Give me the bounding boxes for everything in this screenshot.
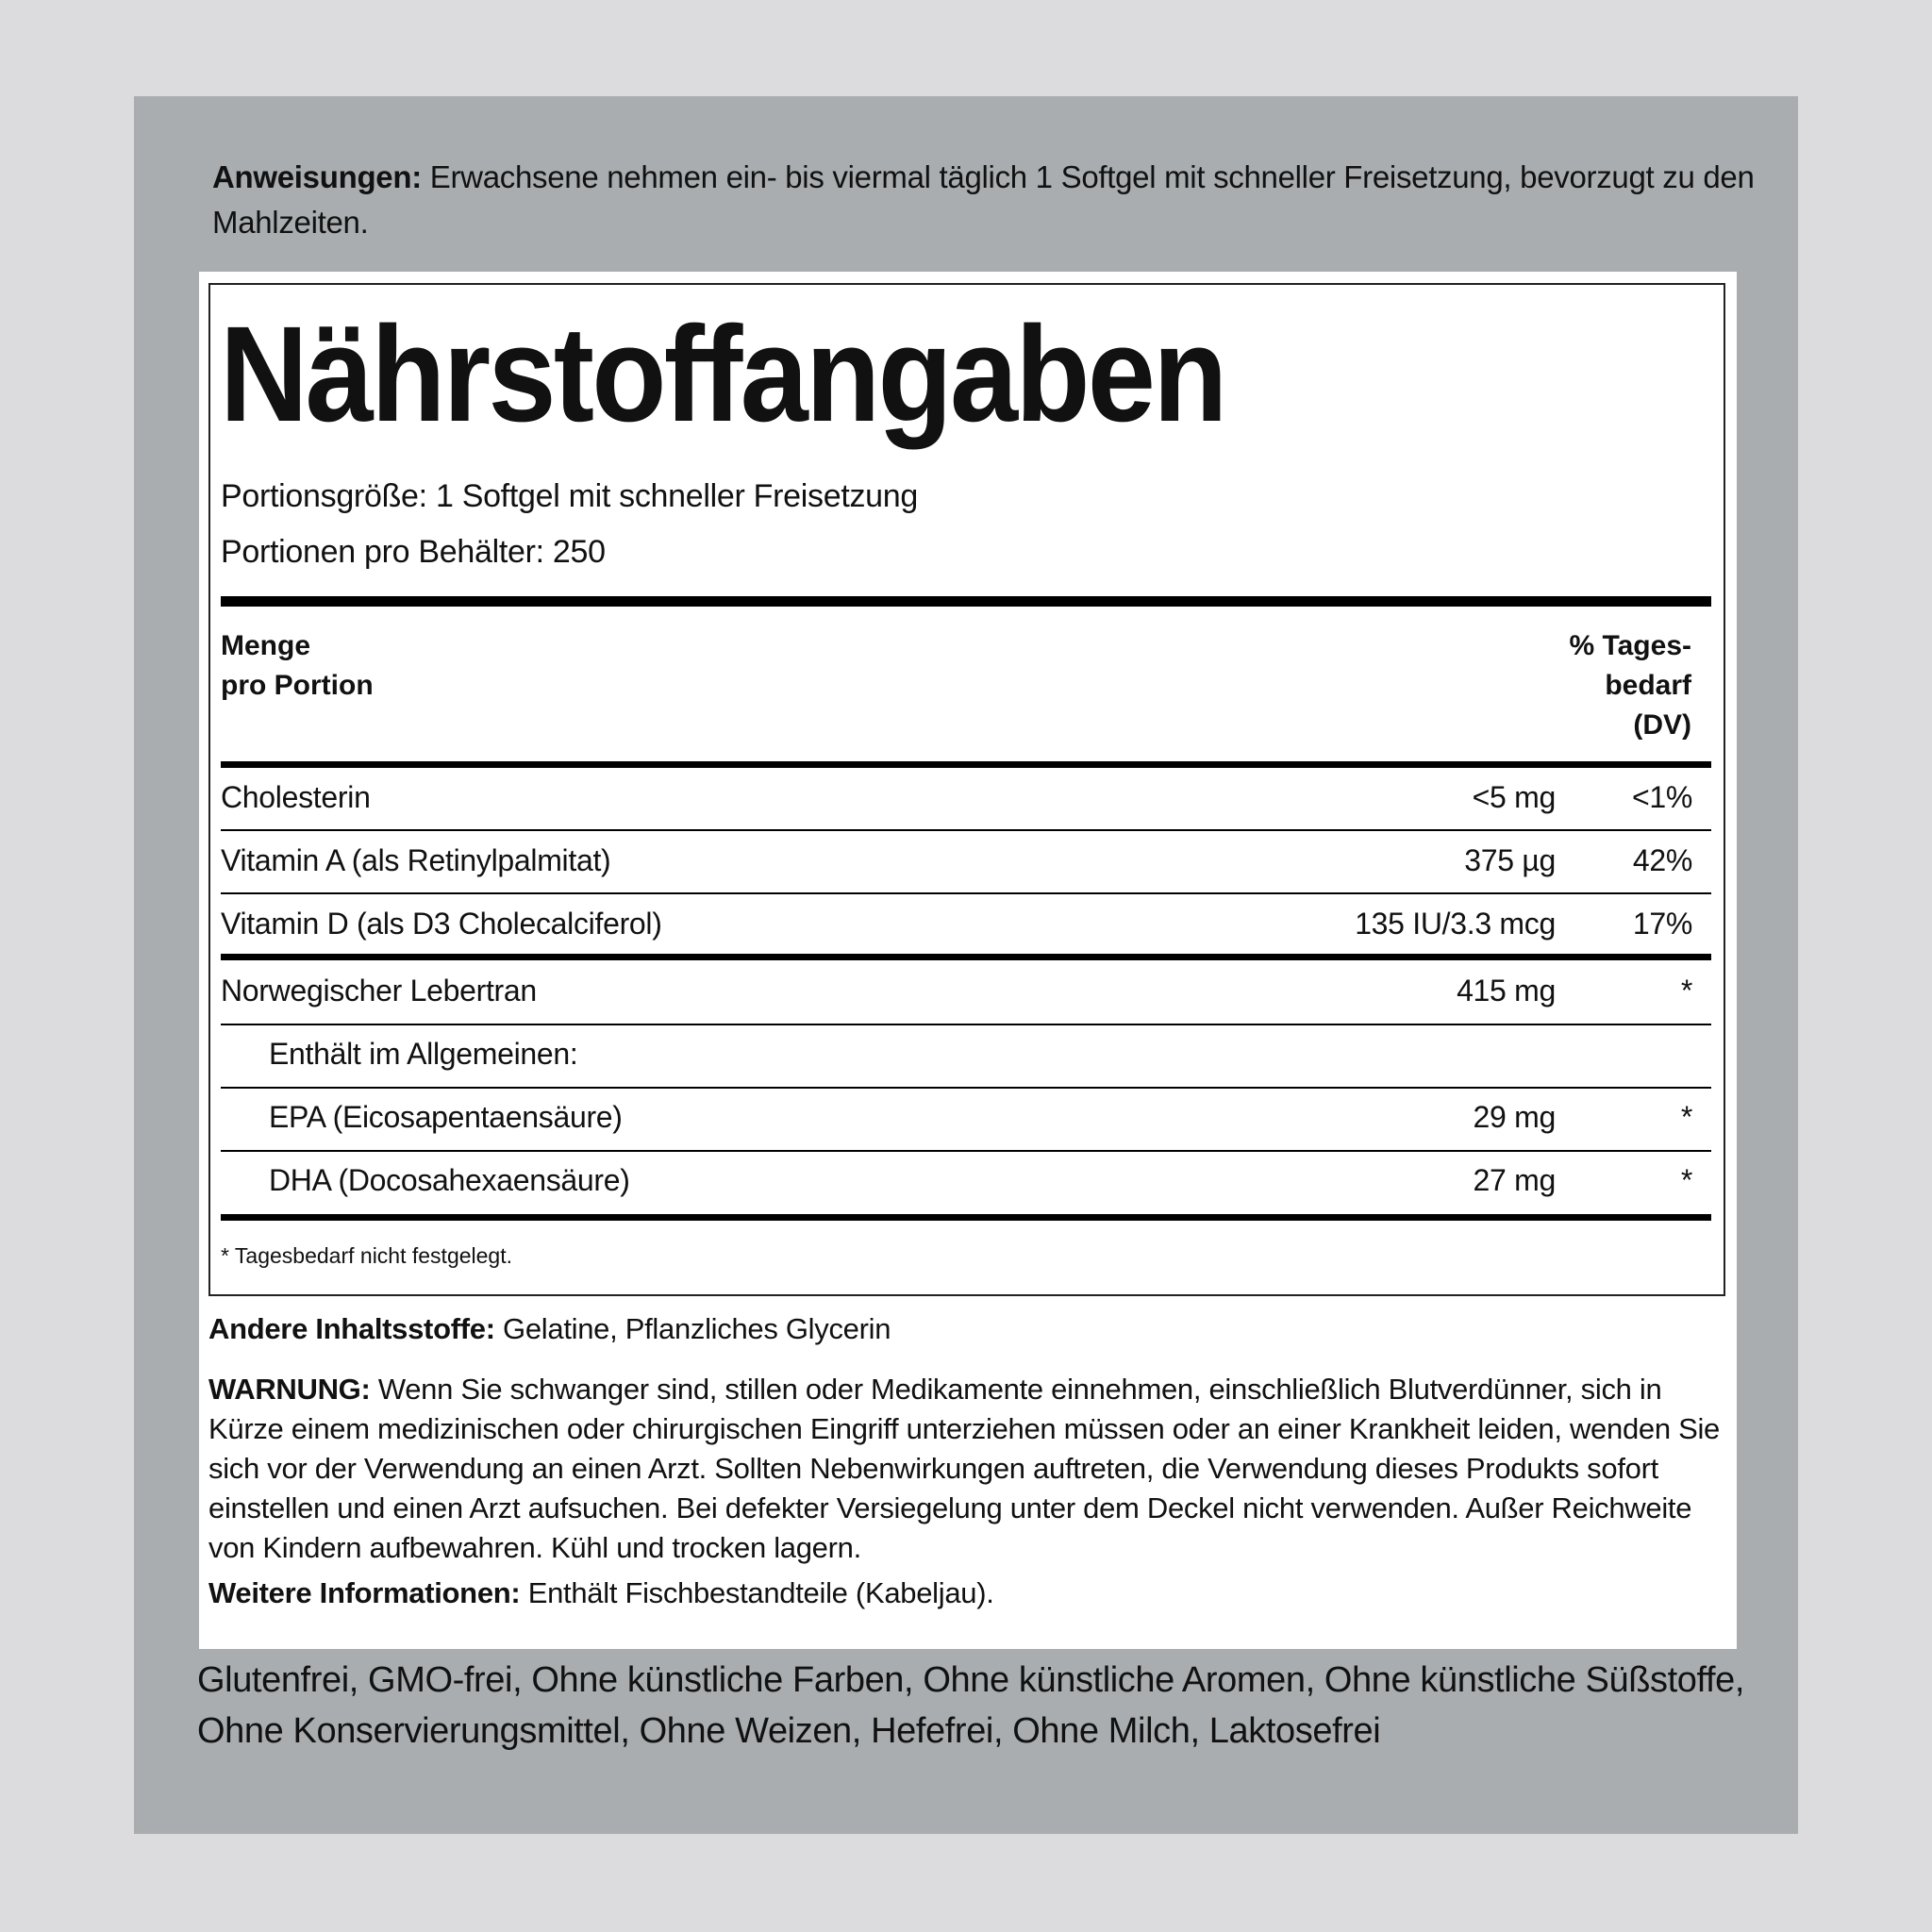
table-row <box>221 774 1711 821</box>
header-amount <box>221 626 504 706</box>
nutrient-amount: <5 mg <box>1472 780 1556 814</box>
divider-medium <box>221 954 1711 960</box>
divider-thin <box>221 1150 1711 1152</box>
nutrition-facts-box <box>208 283 1725 1296</box>
table-row <box>221 900 1711 947</box>
nutrient-dv: * <box>1680 1100 1692 1134</box>
free-from-claims: Glutenfrei, GMO-frei, Ohne künstliche Farben, Ohne künstliche Aromen, Ohne künstliche Süßstoffe, Ohne Konservierungsmittel, Ohne Weizen, Hefefrei, Ohne Milch, Laktosefrei <box>197 1660 1745 1751</box>
warning <box>208 1370 1727 1568</box>
nutrient-dv: * <box>1680 974 1692 1008</box>
nutrient-amount: 135 IU/3.3 mcg <box>1355 907 1556 941</box>
directions-text: Erwachsene nehmen ein- bis viermal täglich 1 Softgel mit schneller Freisetzung, bevorzugt zu den Mahlzeiten. <box>212 159 1755 240</box>
more-info <box>208 1574 1727 1613</box>
other-ingredients <box>208 1309 1727 1349</box>
nutrient-name: Cholesterin <box>221 780 371 814</box>
serving-size: Portionsgröße: 1 Softgel mit schneller Freisetzung <box>221 478 919 514</box>
header-amount-line2: pro Portion <box>221 670 374 701</box>
more-info-text: Enthält Fischbestandteile (Kabeljau). <box>520 1576 994 1609</box>
divider-thin <box>221 1024 1711 1025</box>
header-dv-line2: bedarf <box>1605 670 1691 701</box>
warning-label: WARNUNG: <box>208 1373 371 1406</box>
nutrient-amount: 27 mg <box>1473 1163 1556 1197</box>
nutrient-dv: * <box>1680 1163 1692 1197</box>
directions-label: Anweisungen: <box>212 159 422 194</box>
header-dv-line1: % Tages- <box>1569 630 1691 661</box>
warning-text: Wenn Sie schwanger sind, stillen oder Medikamente einnehmen, einschließlich Blutverdünner, sich in Kürze einem medizinischen oder chirurgischen Eingriff unterziehen müssen oder an einer Krankheit leiden, wenden Sie sich vor der Verwendung an einen Arzt. Sollten Nebenwirkungen auftreten, die Verwendung dieses Produkts sofort einstellen und einen Arzt aufsuchen. Bei defekter Versiegelung unter dem Deckel nicht verwenden. Außer Reichweite von Kindern aufbewahren. Kühl und trocken lagern. <box>208 1373 1720 1564</box>
servings-per-container: Portionen pro Behälter: 250 <box>221 534 606 570</box>
nutrient-amount: 415 mg <box>1457 974 1556 1008</box>
divider-thin <box>221 829 1711 831</box>
divider-thick <box>221 596 1711 607</box>
divider-medium <box>221 761 1711 768</box>
header-dv-line3: (DV) <box>1633 709 1691 741</box>
nutrient-name: DHA (Docosahexaensäure) <box>269 1163 630 1197</box>
footnote: * Tagesbedarf nicht festgelegt. <box>221 1243 513 1268</box>
more-info-label: Weitere Informationen: <box>208 1576 521 1609</box>
header-amount-line1: Menge <box>221 630 311 661</box>
table-row <box>221 967 1711 1014</box>
nutrient-dv: 42% <box>1632 843 1692 877</box>
nutrient-dv: <1% <box>1631 780 1692 814</box>
nutrient-dv: 17% <box>1632 907 1692 941</box>
label-panel <box>134 96 1798 1834</box>
table-row <box>221 1093 1711 1141</box>
divider-thin <box>221 892 1711 894</box>
nutrient-amount: 375 µg <box>1464 843 1556 877</box>
other-ingredients-text: Gelatine, Pflanzliches Glycerin <box>494 1312 891 1345</box>
nutrient-name: EPA (Eicosapentaensäure) <box>269 1100 623 1134</box>
header-daily-value <box>1512 626 1691 745</box>
divider-medium <box>221 1214 1711 1221</box>
table-row <box>221 837 1711 884</box>
other-ingredients-label: Andere Inhaltsstoffe: <box>208 1312 495 1345</box>
nutrient-name: Vitamin A (als Retinylpalmitat) <box>221 843 611 877</box>
nutrient-amount: 29 mg <box>1473 1100 1556 1134</box>
table-row <box>221 1157 1711 1204</box>
table-row <box>221 1030 1711 1077</box>
nutrient-name: Vitamin D (als D3 Cholecalciferol) <box>221 907 662 941</box>
nutrient-name: Norwegischer Lebertran <box>221 974 537 1008</box>
facts-title: Nährstoffangaben <box>220 298 1225 450</box>
nutrient-name: Enthält im Allgemeinen: <box>269 1037 578 1071</box>
label-sheet <box>199 272 1737 1649</box>
divider-thin <box>221 1087 1711 1089</box>
directions <box>212 155 1854 245</box>
